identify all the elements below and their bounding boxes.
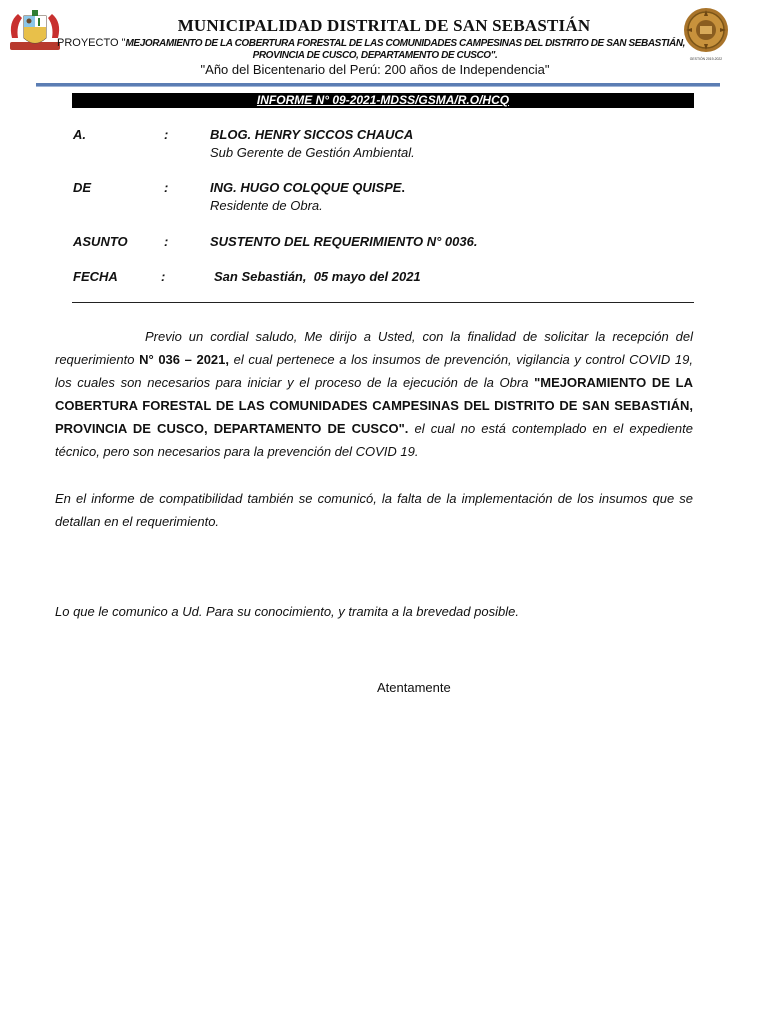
subject-colon: :: [164, 234, 169, 249]
date-value: San Sebastián, 05 mayo del 2021: [214, 269, 421, 284]
date-colon: :: [161, 269, 166, 284]
p1-intro: Previo un cordial saludo, Me dirijo a Usted, con la finalidad de solicitar la recepción del requerimiento: [55, 329, 693, 367]
p1-end: el cual no está contemplado en el expediente técnico, pero son necesarios para la prevención del COVID 19.: [55, 421, 693, 459]
from-name: ING. HUGO COLQQUE QUISPE: [210, 180, 402, 195]
year-motto: "Año del Bicentenario del Perú: 200 años de Independencia": [200, 62, 550, 77]
header-divider: [36, 83, 720, 87]
subject-value: SUSTENTO DEL REQUERIMIENTO N° 0036.: [210, 234, 478, 249]
signoff: Atentamente: [377, 680, 451, 695]
to-role: Sub Gerente de Gestión Ambiental.: [210, 145, 415, 160]
from-colon: :: [164, 180, 169, 195]
to-name: BLOG. HENRY SICCOS CHAUCA: [210, 127, 414, 142]
from-name-line: [210, 180, 405, 195]
project-line-2: PROVINCIA DE CUSCO, DEPARTAMENTO DE CUSCO".: [252, 50, 498, 61]
to-colon: :: [164, 127, 169, 142]
memo-divider: [72, 302, 694, 303]
p1-middle: el cual pertenece a los insumos de prevención, vigilancia y control COVID 19, los cuales son necesarios para iniciar y el proceso de la ejecución de la Obra: [55, 352, 693, 390]
date-label: FECHA: [73, 269, 118, 284]
body-paragraph-1: [55, 325, 693, 463]
municipality-title: MUNICIPALIDAD DISTRITAL DE SAN SEBASTIÁN: [177, 16, 591, 35]
project-line-1: [57, 37, 697, 49]
p1-project-name: "MEJORAMIENTO DE LA COBERTURA FORESTAL DE LAS COMUNIDADES CAMPESINAS DEL DISTRITO DE SAN SEBASTIÁN, PROVINCIA DE CUSCO, DEPARTAMENTO DE CUSCO".: [55, 375, 693, 436]
from-name-dot: .: [401, 180, 406, 195]
subject-label: ASUNTO: [73, 234, 128, 249]
project-name-part-1: MEJORAMIENTO DE LA COBERTURA FORESTAL DE LAS COMUNIDADES CAMPESINAS DEL DISTRITO DE SAN SEBASTIÁN,: [125, 38, 686, 49]
to-label: A.: [73, 127, 86, 142]
seal-caption: GESTIÓN 2019-2022: [689, 57, 723, 61]
from-role: Residente de Obra.: [210, 198, 323, 213]
project-prefix: PROYECTO ": [57, 37, 126, 49]
body-paragraph-2: En el informe de compatibilidad también se comunicó, la falta de la implementación de los insumos que se detallan en el requerimiento.: [55, 491, 693, 529]
closing-line: Lo que le comunico a Ud. Para su conocimiento, y tramita a la brevedad posible.: [55, 604, 519, 619]
from-label: DE: [73, 180, 92, 195]
p1-requirement-number: N° 036 – 2021,: [139, 352, 230, 367]
report-title: INFORME N° 09-2021-MDSS/GSMA/R.O/HCQ: [72, 93, 694, 108]
